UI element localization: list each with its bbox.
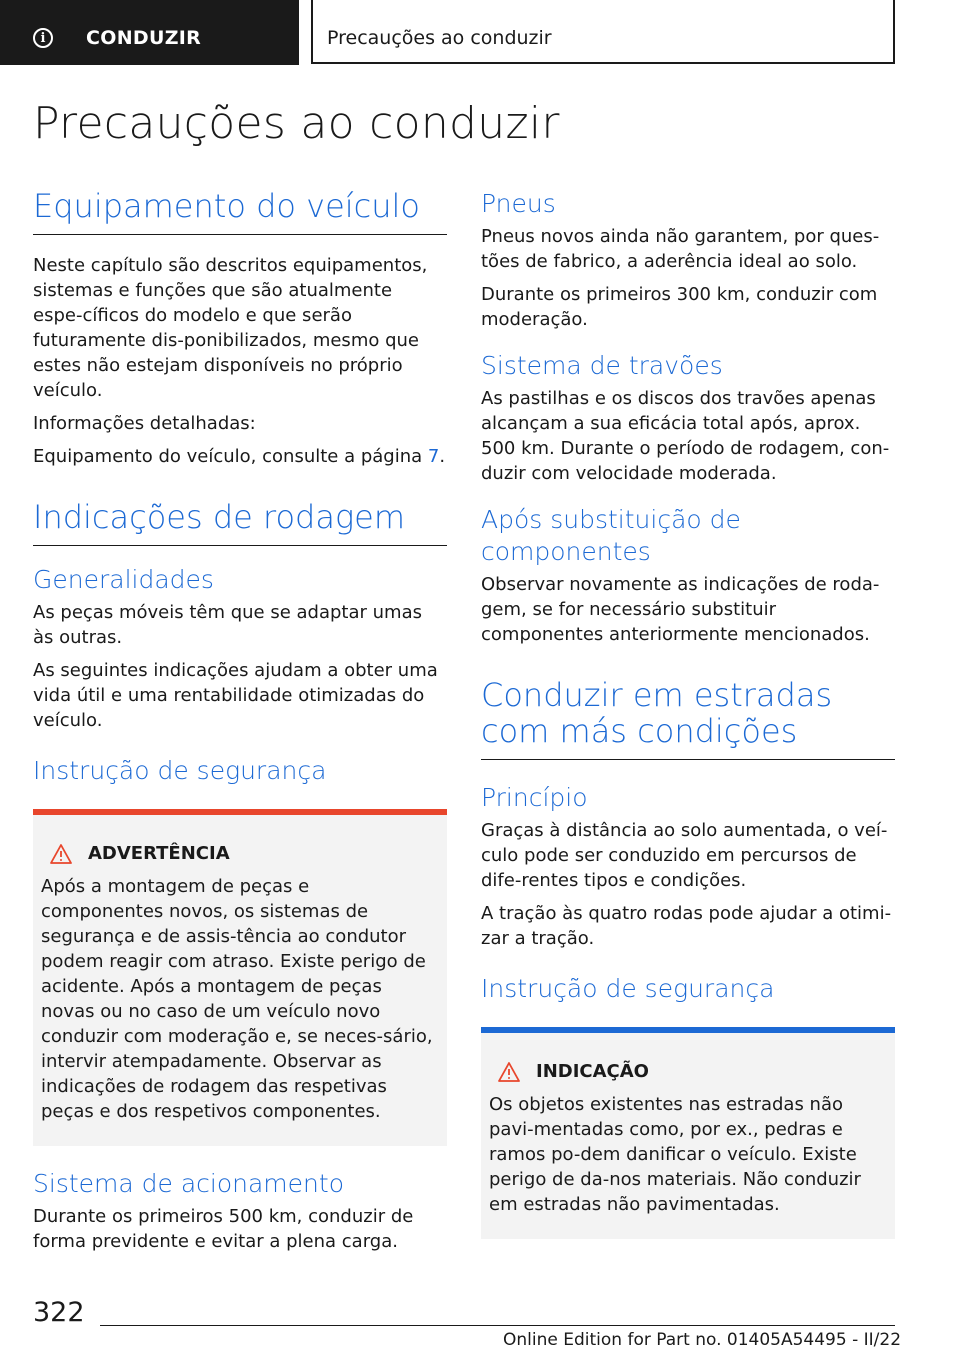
safety-heading-right: Instrução de segurança xyxy=(481,974,775,1003)
general-paragraph-1: As peças móveis têm que se adaptar umas às outras. xyxy=(33,602,422,648)
principle-paragraph-1: Graças à distância ao solo aumentada, o veí-culo pode ser conduzido em percursos de dife-rentes tipos e condições. xyxy=(481,820,888,891)
general-heading: Generalidades xyxy=(33,565,214,594)
warning-title: ADVERTÊNCIA xyxy=(88,843,230,864)
info-icon: i xyxy=(33,28,53,48)
page-title: Precauções ao conduzir xyxy=(33,98,560,149)
warning-box xyxy=(33,809,447,1146)
page-link[interactable]: 7 xyxy=(427,446,440,467)
warning-triangle-icon xyxy=(50,844,72,864)
warning-text: Após a montagem de peças e componentes novos, os sistemas de segurança e de assis-tência ao condutor podem reagir com atraso. Existe perigo de acidente. Após a montagem de peças novas ou no caso de um veículo novo conduzir com moderação e, se neces-sário, intervir atempadamente. Observar as indicações de rodagem das respetivas peças e dos respetivos componentes. xyxy=(41,876,433,1122)
notice-triangle-icon xyxy=(498,1062,520,1082)
notice-text: Os objetos existentes nas estradas não pavi-mentadas como, por ex., pedras e ramos po-dem danificar o veículo. Existe perigo de da-nos materiais. Não conduzir em estradas não pavimentadas. xyxy=(489,1094,861,1215)
notice-box xyxy=(481,1027,895,1239)
notice-header xyxy=(489,1061,885,1082)
equipment-intro: Neste capítulo são descritos equipamentos, sistemas e funções que são atualmente espe-cíficos do modelo e que serão futuramente dis-ponibilizados, mesmo que estes não estejam disponíveis no próprio veículo. xyxy=(33,255,428,401)
edition-note: Online Edition for Part no. 01405A54495 - II/22 xyxy=(503,1330,902,1350)
equipment-reference xyxy=(33,444,447,469)
replacement-paragraph: Observar novamente as indicações de roda-gem, se for necessário substituir componentes anteriormente mencionados. xyxy=(481,574,880,645)
break-in-heading: Indicações de rodagem xyxy=(33,499,447,546)
tires-paragraph-2: Durante os primeiros 300 km, conduzir com moderação. xyxy=(481,284,878,330)
equipment-reference-end: . xyxy=(439,446,446,467)
equipment-details-label: Informações detalhadas: xyxy=(33,413,256,434)
general-paragraph-2: As seguintes indicações ajudam a obter uma vida útil e uma rentabilidade otimizadas do veículo. xyxy=(33,660,438,731)
drive-system-heading: Sistema de acionamento xyxy=(33,1169,344,1198)
equipment-reference-text: Equipamento do veículo, consulte a página xyxy=(33,446,428,467)
brakes-paragraph: As pastilhas e os discos dos travões apenas alcançam a sua eficácia total após, aprox. 500 km. Durante o período de rodagem, con-duzir com velocidade moderada. xyxy=(481,388,890,484)
bad-roads-heading: Conduzir em estradas com más condições xyxy=(481,677,895,760)
header-title-box xyxy=(311,0,895,64)
tires-paragraph-1: Pneus novos ainda não garantem, por ques-tões de fabrico, a aderência ideal ao solo. xyxy=(481,226,880,272)
right-column xyxy=(481,188,895,1239)
replacement-heading: Após substituição de componentes xyxy=(481,505,741,566)
brakes-heading: Sistema de travões xyxy=(481,351,723,380)
header-title: Precauções ao conduzir xyxy=(327,27,552,49)
principle-heading: Princípio xyxy=(481,783,588,812)
drive-system-paragraph: Durante os primeiros 500 km, conduzir de forma previdente e evitar a plena carga. xyxy=(33,1206,414,1252)
left-column xyxy=(33,188,447,1254)
footer-divider xyxy=(100,1325,895,1326)
header-section-tab xyxy=(0,0,299,65)
header-section-label: CONDUZIR xyxy=(86,27,202,49)
warning-header xyxy=(41,843,437,864)
safety-heading-left: Instrução de segurança xyxy=(33,756,327,785)
equipment-heading: Equipamento do veículo xyxy=(33,188,447,235)
tires-heading: Pneus xyxy=(481,189,556,218)
notice-title: INDICAÇÃO xyxy=(536,1061,649,1082)
principle-paragraph-2: A tração às quatro rodas pode ajudar a otimi-zar a tração. xyxy=(481,903,892,949)
page-number: 322 xyxy=(33,1297,85,1328)
